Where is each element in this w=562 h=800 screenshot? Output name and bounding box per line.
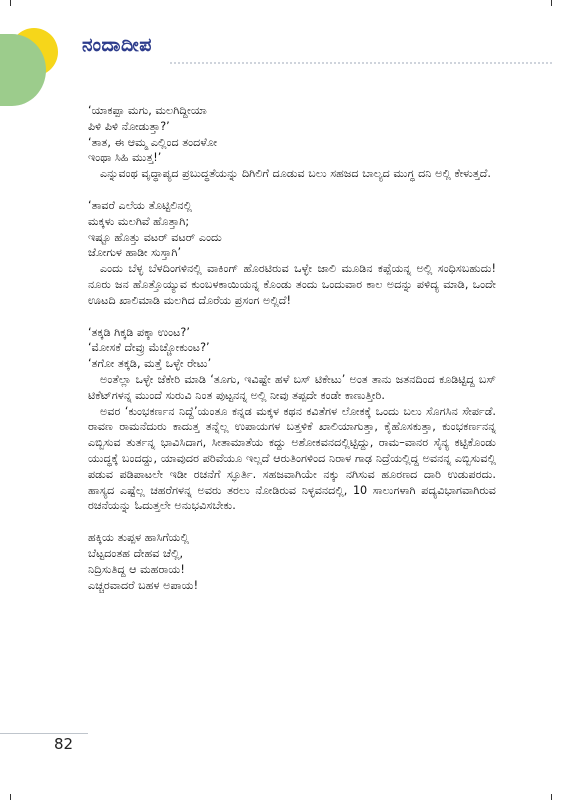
verse-line: ‘ತಕ್ಕಡಿ ಗಿಕ್ಕಡಿ ಪಕ್ಕಾ ಉಂಟ?’ <box>88 325 190 339</box>
verse-line: ಪಿಳಿ ಪಿಳಿ ನೋಡುತ್ತಾ?’ <box>88 119 170 133</box>
crop-mark <box>10 794 11 800</box>
paragraph-1: ಎನ್ನುವಂಥ ವೃದ್ಧಾಪ್ಯದ ಪ್ರಬುದ್ಧತೆಯನ್ನು ದಿಗಿಲಿಗೆ ದೂಡುವ ಬಲು ಸಹಜದ ಬಾಲ್ಯದ ಮುಗ್ಧ ದನಿ ಅಲ್ಲಿ ಕೇಳುತ್ತದೆ. <box>100 167 491 181</box>
verse-1 <box>88 103 496 166</box>
footer-rule <box>0 733 88 734</box>
verse-line: ‘ತಗೋ ತಕ್ಕಡಿ, ಮತ್ತೆ ಒಳ್ಳೇ ರೇಟು’ <box>88 357 212 371</box>
verse-line: ಇಂಥಾ ಸಿಹಿ ಮುತ್ತ!’ <box>88 151 162 165</box>
verse-line: ನಿದ್ರಿಸುತಿದ್ದ ಆ ಮಹರಾಯ! <box>88 562 185 576</box>
verse-line: ಜೋಗುಳ ಹಾಡೀ ಸುಸ್ತಾಗಿ’ <box>88 246 182 260</box>
verse-2 <box>88 198 496 261</box>
verse-line: ಹಕ್ಕಿಯ ತುಪ್ಪಳ ಹಾಸಿಗೆಯಲ್ಲಿ <box>88 531 189 545</box>
crop-mark <box>551 794 552 800</box>
verse-line: ‘ಮೋಸಕೆ ದೇವ್ರು ಮೆಚ್ಚೋಕುಂಟ?’ <box>88 341 210 355</box>
verse-4 <box>88 530 496 593</box>
verse-3 <box>88 325 496 372</box>
page-header-title: ನಂದಾದೀಪ <box>82 34 152 56</box>
page-content <box>88 103 496 593</box>
page-number: 82 <box>54 735 74 753</box>
paragraph-3: ಅಂತೆಲ್ಲಾ ಒಳ್ಳೇ ಜೆಕೇರಿ ಮಾಡಿ ‘ತೂಗು, ಇವಿಷ್ಟೇ ಹಳೆ ಬಸ್ ಟಿಕೇಟು’ ಅಂತ ತಾನು ಜತನದಿಂದ ಕೂಡಿಟ್ಟಿದ್ದ ಬಸ್ ಟಿಕೆಟ್‌ಗಳನ್ನ ಮುಂದೆ ಸುರುವಿ ನಿಂತ ಪುಟ್ಟನನ್ನ ಅಲ್ಲಿ ನೀವು ತಪ್ಪದೇ ಕಂಡೇ ಕಾಣುತ್ತೀರಿ. <box>88 372 496 402</box>
verse-line: ‘ತಾವರೆ ಎಲೆಯ ತೊಟ್ಟಿಲಿನಲ್ಲಿ <box>88 198 193 212</box>
verse-line: ಎಚ್ಚರವಾದರೆ ಬಹಳ ಅಪಾಯ! <box>88 578 199 592</box>
paragraph-2: ಎಂದು ಬೆಳ್ಳ ಬೆಳದಿಂಗಳಿನಲ್ಲಿ ವಾಕಿಂಗ್ ಹೊರಟಿರುವ ಒಳ್ಳೇ ಜಾಲಿ ಮೂಡಿನ ಕಪ್ಪೆಯನ್ನ ಅಲ್ಲಿ ಸಂಧಿಸಬಹುದು! ನೂರು ಜನ ಹೊತ್ತೊಯ್ಯುವ ಕುಂಬಳಕಾಯಿಯನ್ನ ಕೊಂಡು ತಂದು ಒಂದುವಾರ ಕಾಲ ಅದನ್ನು ಪಳಿದ್ಯ ಮಾಡಿ, ಒಂದೇ ಊಟದಿ ಖಾಲಿಮಾಡಿ ಮಲಗಿದ ದೊರೆಯ ಪ್ರಸಂಗ ಅಲ್ಲಿದೆ! <box>88 262 496 307</box>
verse-line: ‘ಯಾಕಪ್ಪಾ ಮಗು, ಮಲಗಿದ್ದೀಯಾ <box>88 104 207 117</box>
verse-line: ಮಕ್ಕಳು ಮಲಗಿವೆ ಹೊತ್ತಾಗಿ; <box>88 214 190 228</box>
crop-mark <box>10 0 11 6</box>
verse-line: ‘ತಾತ, ಈ ಆಮ್ಮ ಎಲ್ಲಿಂದ ತಂದಳೋ <box>88 135 218 149</box>
header-dotted-rule <box>170 62 552 64</box>
verse-line: ಇಷ್ಟೂ ಹೊತ್ತು ವಟರ್ ವಟರ್ ಎಂದು <box>88 230 222 244</box>
verse-line: ಬೆಟ್ಟದಂತಹ ದೇಹವ ಚೆಲ್ಲಿ, <box>88 546 184 560</box>
crop-mark <box>551 0 552 6</box>
paragraph-4: ಅವರ ‘ಕುಂಭಕರ್ಣನ ನಿದ್ದೆ’ಯಂತೂ ಕನ್ನಡ ಮಕ್ಕಳ ಕಥನ ಕವಿತೆಗಳ ಲೋಕಕ್ಕೆ ಒಂದು ಬಲು ಸೊಗಸಿನ ಸೇರ್ಪಡೆ. ರಾವಣ ರಾಮನೆದುರು ಕಾದುತ್ತ ತನ್ನೆಲ್ಲ ಉಪಾಯಗಳ ಬತ್ತಳಿಕೆ ಖಾಲಿಯಾಗುತ್ತಾ, ಕೈಹೊಸಕುತ್ತಾ, ಕುಂಭಕರ್ಣನನ್ನ ಎಬ್ಬಿಸುವ ತುರ್ತನ್ನ ಭಾವಿಸಿದಾಗ, ಸೀತಾಮಾತೆಯ ಕದ್ದು ಅಶೋಕವನದಲ್ಲಿಟ್ಟಿದ್ದು, ರಾಮ–ವಾನರ ಸೈನ್ಯ ಕಟ್ಟಿಕೊಂಡು ಯುದ್ಧಕ್ಕೆ ಬಂದದ್ದು, ಯಾವುದರ ಪರಿವೆಯೂ ಇಲ್ಲದೆ ಆರುತಿಂಗಳಿಂದ ನಿರಾಳ ಗಾಢ ನಿದ್ರೆಯಲ್ಲಿದ್ದ ಅವನನ್ನ ಎಬ್ಬಿಸುವಲ್ಲಿ ಪಡುವ ಪಡಿಪಾಟಲೇ ಇಡೀ ರಚನೆಗೆ ಸ್ಫೂರ್ತಿ. ಸಹಜವಾಗಿಯೇ ನಕ್ಕು ನಗಿಸುವ ಹೂರಣದ ದಾರಿ ಉಡುಪರದು. ಹಾಸ್ಯದ ಎಷ್ಟೆಲ್ಲ ಚಹರೆಗಳನ್ನ ಅವರು ತರಲು ನೋಡಿರುವ ನಿಳ್ಳವನದಲ್ಲಿ, 10 ಸಾಲುಗಳಾಗಿ ಪದ್ಯವಿಭಾಗವಾಗಿರುವ ರಚನೆಯನ್ನು ಓದುತ್ತಲೇ ಅನುಭವಿಸಬೇಕು. <box>88 404 496 513</box>
